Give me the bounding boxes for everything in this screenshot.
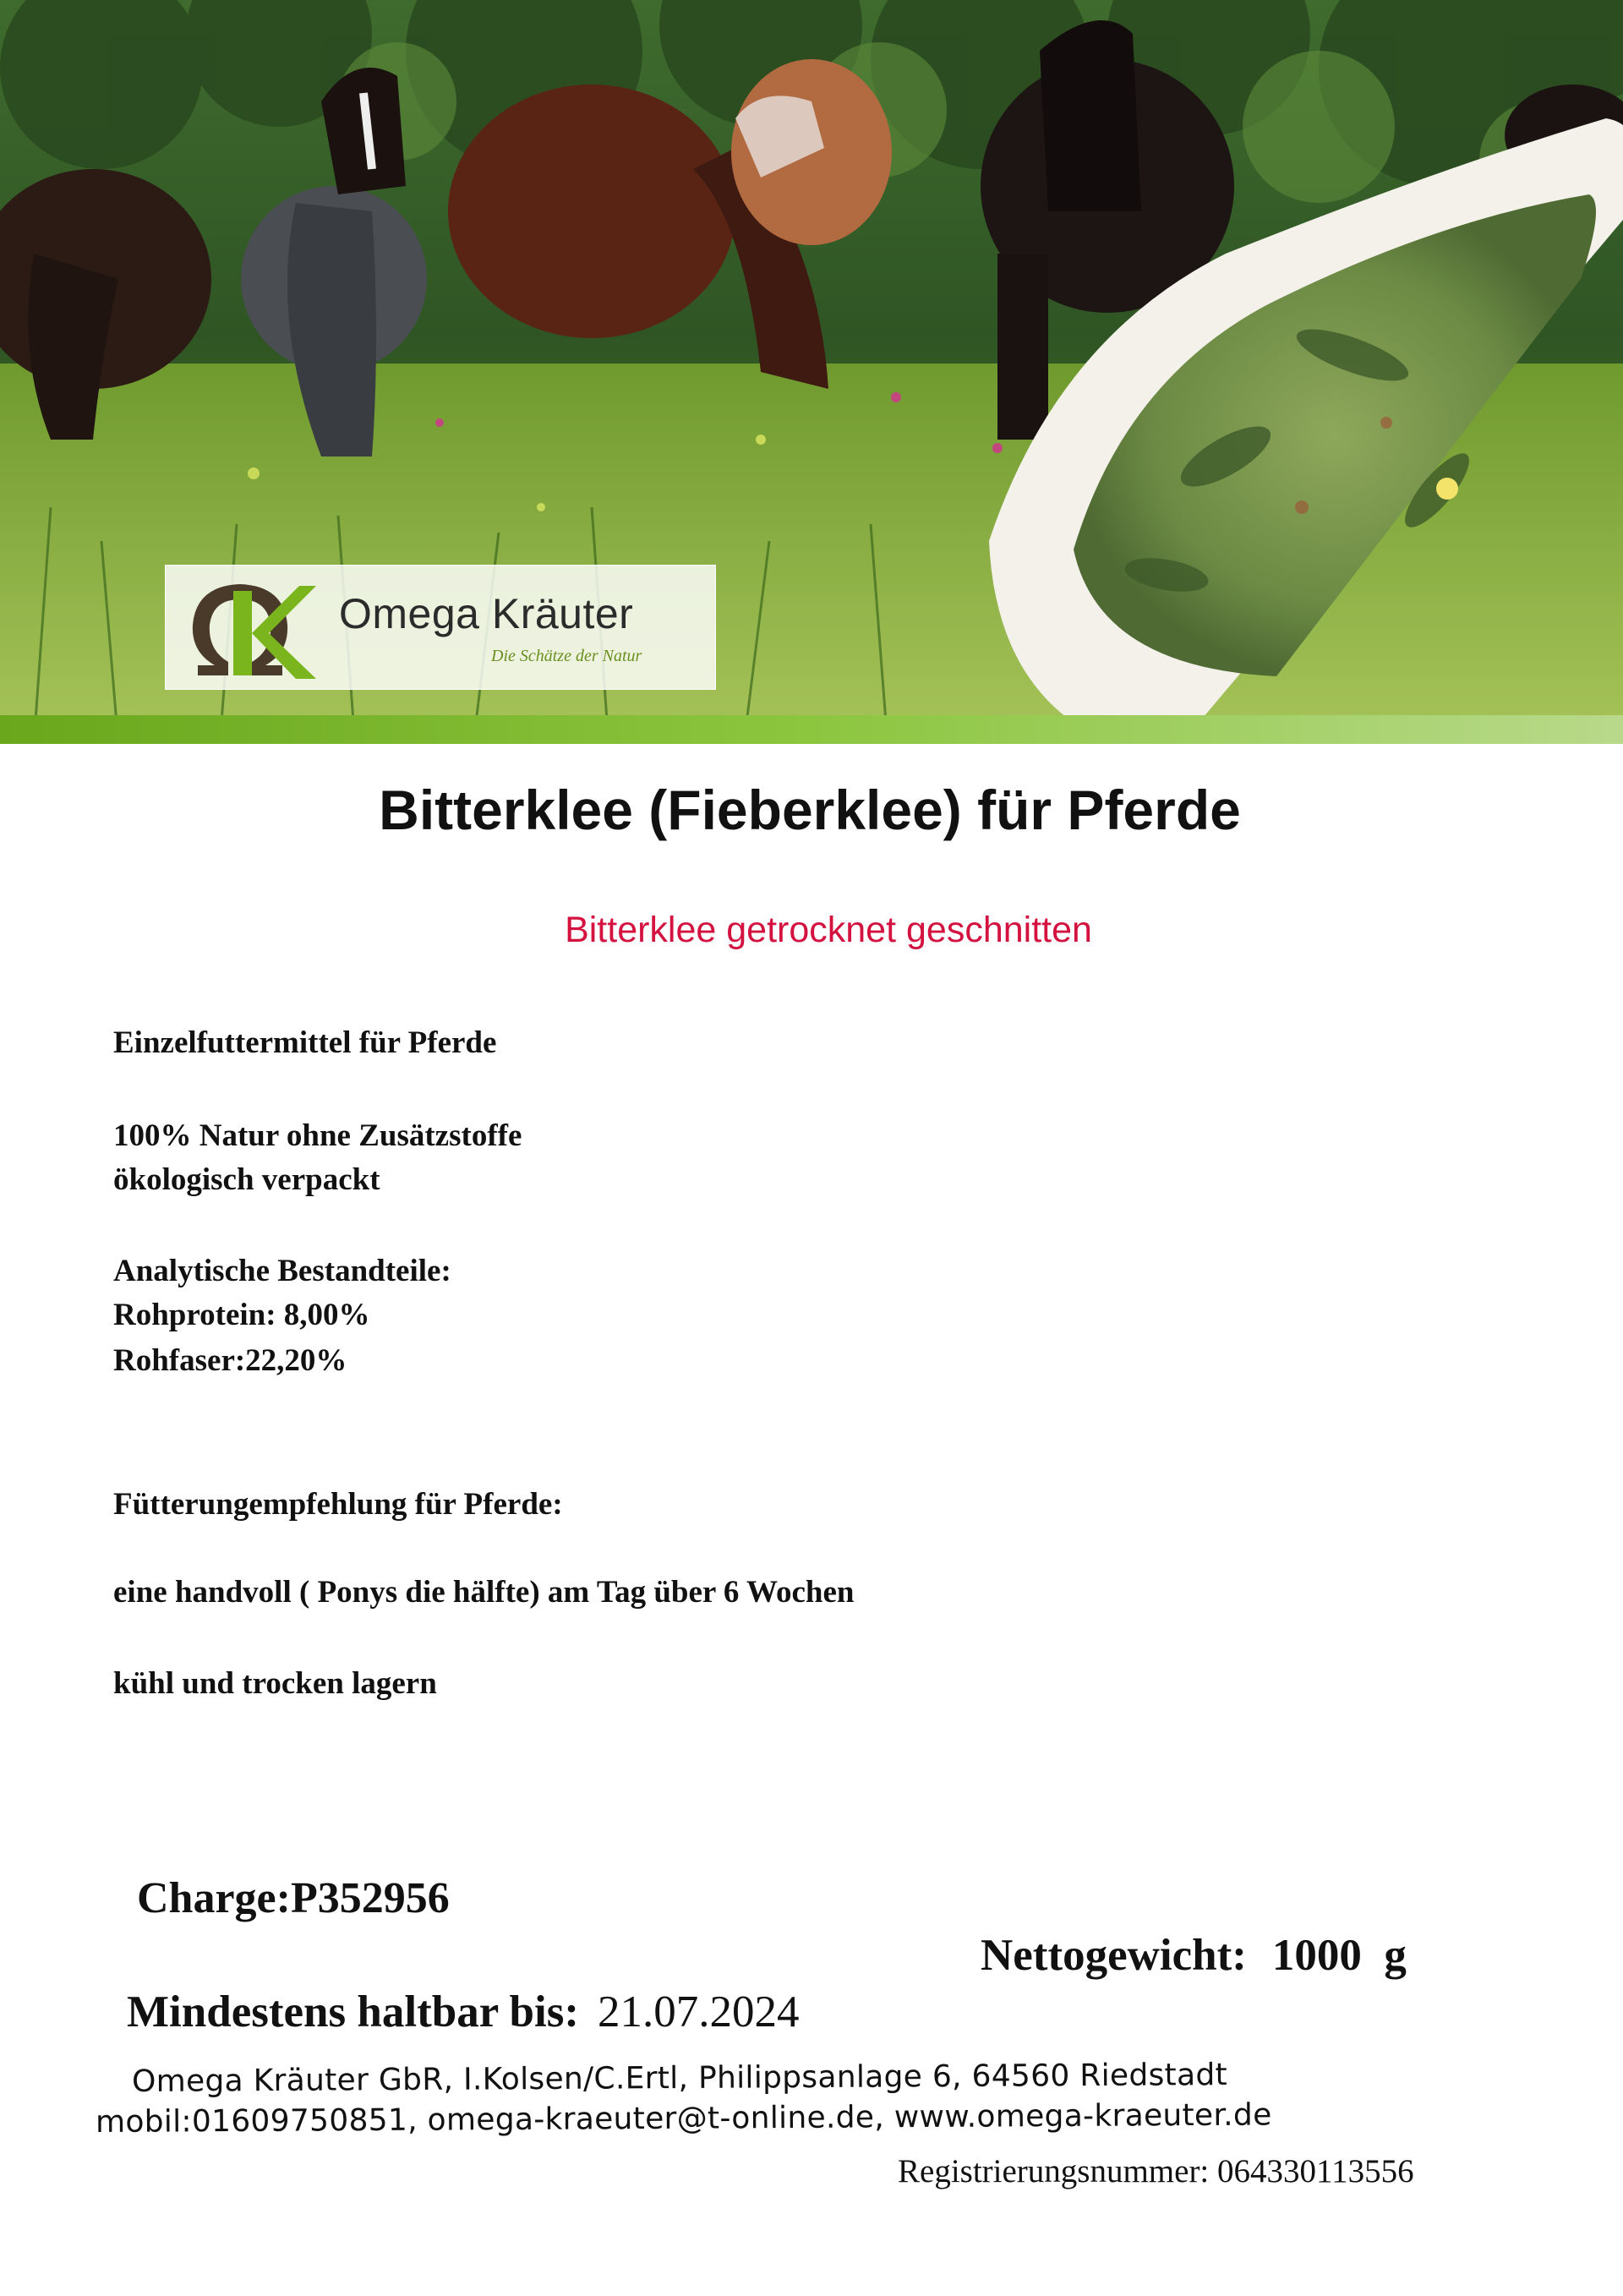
footer-address: Omega Kräuter GbR, I.Kolsen/C.Ertl, Philippsanlage 6, 64560 Riedstadt	[131, 2058, 1228, 2099]
registration-number: Registrierungsnummer: 064330113556	[898, 2153, 1414, 2189]
product-title-text: Bitterklee (Fieberklee) für Pferde	[379, 779, 1241, 841]
storage-note: kühl und trocken lagern	[113, 1666, 437, 1701]
analysis-heading: Analytische Bestandteile:	[113, 1254, 451, 1288]
product-title	[0, 778, 1623, 842]
best-before	[127, 1987, 800, 2037]
net-weight-label: Nettogewicht:	[981, 1931, 1247, 1980]
product-subtitle: Bitterklee getrocknet geschnitten	[565, 910, 1092, 950]
brand-name: Omega Kräuter	[339, 590, 634, 637]
feeding-text: eine handvoll ( Ponys die hälfte) am Tag über 6 Wochen	[113, 1575, 855, 1610]
packaging-note: ökologisch verpackt	[113, 1162, 380, 1197]
hero-photo	[0, 0, 1623, 744]
brand-logo	[165, 565, 716, 690]
fiber-value: Rohfaser:22,20%	[113, 1343, 347, 1378]
protein-value: Rohprotein: 8,00%	[113, 1298, 370, 1332]
omega-k-logo-icon	[181, 574, 316, 682]
net-weight-value: 1000 g	[1271, 1931, 1407, 1980]
feed-type: Einzelfuttermittel für Pferde	[113, 1025, 497, 1060]
best-before-value: 21.07.2024	[598, 1987, 800, 2036]
brand-tagline: Die Schätze der Natur	[491, 647, 642, 665]
best-before-label: Mindestens haltbar bis:	[127, 1987, 579, 2036]
feeding-heading: Fütterungempfehlung für Pferde:	[113, 1487, 563, 1522]
batch-charge: Charge:P352956	[137, 1874, 450, 1922]
footer-contact: mobil:01609750851, omega-kraeuter@t-online.de, www.omega-kraeuter.de	[95, 2097, 1272, 2140]
net-weight	[981, 1930, 1407, 1981]
nature-note: 100% Natur ohne Zusätzstoffe	[113, 1118, 522, 1153]
